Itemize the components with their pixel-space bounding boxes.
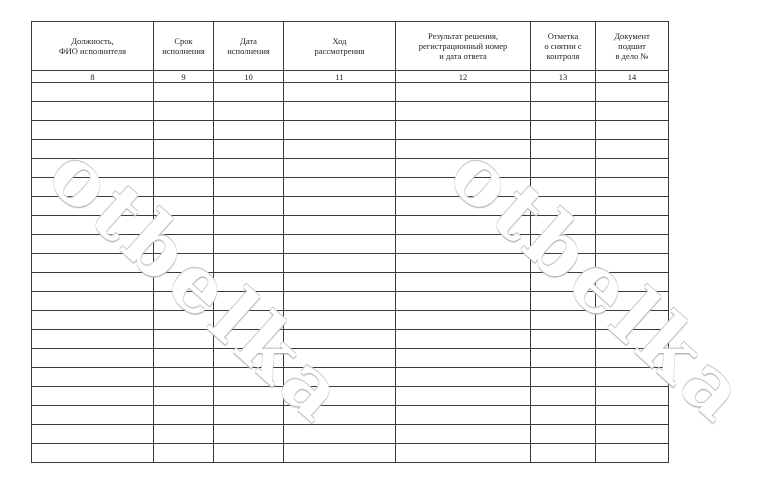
table-cell	[32, 216, 154, 235]
table-cell	[596, 311, 669, 330]
column-number-row	[32, 71, 669, 83]
table-cell	[531, 178, 596, 197]
table-cell	[214, 83, 284, 102]
table-cell	[596, 273, 669, 292]
table-cell	[32, 273, 154, 292]
table-cell	[214, 254, 284, 273]
column-number: 9	[154, 71, 214, 83]
table-cell	[214, 273, 284, 292]
table-cell	[596, 444, 669, 463]
table-cell	[154, 425, 214, 444]
table-cell	[396, 387, 531, 406]
table-cell	[396, 235, 531, 254]
table-cell	[32, 406, 154, 425]
table-cell	[284, 387, 396, 406]
table-cell	[214, 292, 284, 311]
table-cell	[154, 159, 214, 178]
table-cell	[214, 197, 284, 216]
table-cell	[32, 121, 154, 140]
column-number: 11	[284, 71, 396, 83]
table-cell	[596, 368, 669, 387]
table-cell	[154, 121, 214, 140]
table-cell	[214, 235, 284, 254]
table-cell	[531, 102, 596, 121]
table-cell	[596, 102, 669, 121]
table-cell	[531, 273, 596, 292]
table-cell	[396, 121, 531, 140]
table-cell	[396, 197, 531, 216]
table-cell	[531, 235, 596, 254]
table-cell	[32, 102, 154, 121]
table-cell	[284, 444, 396, 463]
table-cell	[32, 311, 154, 330]
table-row	[32, 197, 669, 216]
table-cell	[531, 311, 596, 330]
table-cell	[32, 330, 154, 349]
column-number: 8	[32, 71, 154, 83]
table-cell	[154, 216, 214, 235]
table-cell	[596, 197, 669, 216]
table-cell	[32, 178, 154, 197]
table-cell	[284, 83, 396, 102]
table-cell	[531, 216, 596, 235]
table-cell	[284, 349, 396, 368]
table-cell	[32, 292, 154, 311]
table-cell	[531, 197, 596, 216]
table-row	[32, 140, 669, 159]
table-cell	[596, 178, 669, 197]
table-row	[32, 216, 669, 235]
control-journal-table	[31, 21, 669, 463]
table-row	[32, 425, 669, 444]
table-cell	[284, 197, 396, 216]
table-cell	[214, 368, 284, 387]
table-cell	[596, 349, 669, 368]
table-cell	[154, 273, 214, 292]
table-cell	[154, 330, 214, 349]
table-cell	[531, 121, 596, 140]
table-cell	[396, 102, 531, 121]
table-cell	[154, 368, 214, 387]
table-cell	[396, 83, 531, 102]
table-row	[32, 121, 669, 140]
table-cell	[284, 368, 396, 387]
table-cell	[531, 159, 596, 178]
table-cell	[284, 292, 396, 311]
header-row	[32, 22, 669, 71]
table-cell	[531, 140, 596, 159]
table-cell	[396, 406, 531, 425]
table-cell	[531, 425, 596, 444]
table-cell	[531, 254, 596, 273]
table-cell	[284, 406, 396, 425]
table-cell	[531, 368, 596, 387]
column-number: 10	[214, 71, 284, 83]
table-cell	[154, 197, 214, 216]
table-cell	[284, 330, 396, 349]
table-cell	[284, 102, 396, 121]
table-cell	[214, 121, 284, 140]
table-cell	[32, 254, 154, 273]
table-cell	[531, 406, 596, 425]
table-cell	[214, 102, 284, 121]
table-row	[32, 330, 669, 349]
table-cell	[596, 406, 669, 425]
table-cell	[596, 140, 669, 159]
table-cell	[32, 444, 154, 463]
table-cell	[531, 292, 596, 311]
table-row	[32, 102, 669, 121]
watermark-left: otbelka	[31, 128, 366, 443]
table-cell	[214, 216, 284, 235]
table-cell	[32, 197, 154, 216]
table-cell	[596, 121, 669, 140]
table-cell	[396, 159, 531, 178]
table-cell	[284, 273, 396, 292]
column-number: 12	[396, 71, 531, 83]
table-row	[32, 235, 669, 254]
table-cell	[154, 83, 214, 102]
table-cell	[32, 83, 154, 102]
table-cell	[396, 292, 531, 311]
table-cell	[396, 368, 531, 387]
table-cell	[214, 178, 284, 197]
table-cell	[396, 330, 531, 349]
table-cell	[396, 444, 531, 463]
table-row	[32, 349, 669, 368]
table-cell	[214, 425, 284, 444]
table-cell	[154, 102, 214, 121]
header-result: Результат решения, регистрационный номер и дата ответа	[396, 22, 531, 71]
header-executor: Должность, ФИО исполнителя	[32, 22, 154, 71]
table-cell	[214, 330, 284, 349]
table-cell	[154, 387, 214, 406]
header-progress: Ход рассмотрения	[284, 22, 396, 71]
table-row	[32, 387, 669, 406]
table-cell	[284, 254, 396, 273]
table-cell	[531, 387, 596, 406]
table-cell	[214, 406, 284, 425]
watermark-right: otbelka	[432, 128, 767, 443]
table-cell	[596, 330, 669, 349]
table-cell	[396, 425, 531, 444]
table-row	[32, 292, 669, 311]
table-cell	[531, 444, 596, 463]
header-filed-in-case: Документ подшит в дело №	[596, 22, 669, 71]
header-deadline: Срок исполнения	[154, 22, 214, 71]
table-row	[32, 444, 669, 463]
table-cell	[32, 368, 154, 387]
table-cell	[154, 444, 214, 463]
table-cell	[154, 292, 214, 311]
table-cell	[154, 140, 214, 159]
table-cell	[396, 216, 531, 235]
table-cell	[596, 216, 669, 235]
table-cell	[596, 292, 669, 311]
table-cell	[284, 311, 396, 330]
table-cell	[214, 387, 284, 406]
column-number: 14	[596, 71, 669, 83]
table-cell	[396, 140, 531, 159]
table-row	[32, 311, 669, 330]
header-control-mark: Отметка о снятии с контроля	[531, 22, 596, 71]
table-cell	[284, 216, 396, 235]
table-cell	[396, 254, 531, 273]
table-cell	[596, 83, 669, 102]
table-cell	[596, 159, 669, 178]
table-cell	[284, 121, 396, 140]
table-row	[32, 159, 669, 178]
header-execution-date: Дата исполнения	[214, 22, 284, 71]
table-cell	[396, 349, 531, 368]
table-cell	[32, 425, 154, 444]
table-cell	[284, 159, 396, 178]
table-row	[32, 178, 669, 197]
table-cell	[284, 178, 396, 197]
table-cell	[596, 387, 669, 406]
table-cell	[284, 140, 396, 159]
table-row	[32, 83, 669, 102]
table-cell	[396, 178, 531, 197]
table-cell	[214, 349, 284, 368]
table-cell	[32, 159, 154, 178]
table-cell	[154, 311, 214, 330]
table-cell	[214, 444, 284, 463]
table-cell	[214, 311, 284, 330]
table-cell	[596, 425, 669, 444]
table-cell	[214, 159, 284, 178]
table-row	[32, 406, 669, 425]
table-cell	[531, 330, 596, 349]
table-cell	[396, 273, 531, 292]
table-cell	[396, 311, 531, 330]
table-cell	[284, 425, 396, 444]
table-cell	[154, 178, 214, 197]
table-cell	[32, 140, 154, 159]
table-row	[32, 254, 669, 273]
table-cell	[32, 387, 154, 406]
column-number: 13	[531, 71, 596, 83]
table-cell	[154, 254, 214, 273]
table-cell	[284, 235, 396, 254]
table-row	[32, 273, 669, 292]
table-row	[32, 368, 669, 387]
table-cell	[214, 140, 284, 159]
table-cell	[531, 83, 596, 102]
table-cell	[154, 235, 214, 254]
table-cell	[154, 349, 214, 368]
table-cell	[32, 349, 154, 368]
table-cell	[596, 235, 669, 254]
table-cell	[596, 254, 669, 273]
table-cell	[154, 406, 214, 425]
table-cell	[531, 349, 596, 368]
table-cell	[32, 235, 154, 254]
